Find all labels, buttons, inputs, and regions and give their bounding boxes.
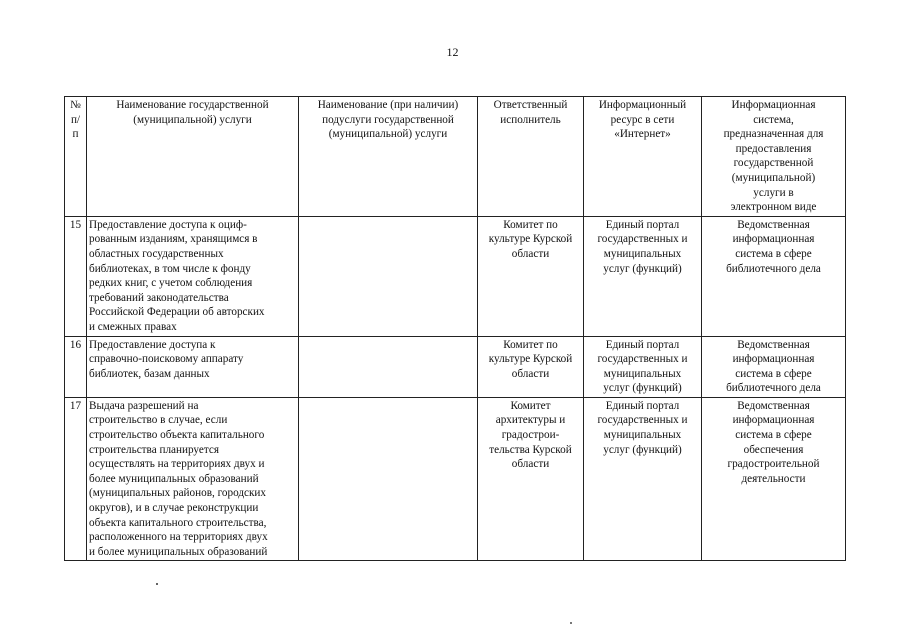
resource-cell: Единый портал государственных и муниципальных услуг (функций): [584, 216, 702, 336]
subservice-cell: [299, 216, 478, 336]
row-number: 17: [65, 397, 87, 561]
executor-cell: Комитет по культуре Курской области: [478, 336, 584, 397]
header-service-name: Наименование государственной (муниципальной) услуги: [87, 97, 299, 217]
scan-speck: [570, 622, 572, 624]
system-cell: Ведомственная информационная система в сфере библиотечного дела: [702, 216, 846, 336]
header-internet-resource: Информационный ресурс в сети «Интернет»: [584, 97, 702, 217]
table-row: [65, 397, 846, 561]
service-name-cell: Предоставление доступа к справочно-поисковому аппарату библиотек, базам данных: [87, 336, 299, 397]
table-row: [65, 216, 846, 336]
row-number: 15: [65, 216, 87, 336]
service-name-cell: Выдача разрешений на строительство в случае, если строительство объекта капитального строительства планируется осуществлять на территориях двух и более муниципальных образований (муниципальных районов, городских округов), и в случае реконструкции объекта капитального строительства, расположенного на территориях двух и более муниципальных образований: [87, 397, 299, 561]
scan-speck: [156, 583, 158, 585]
subservice-cell: [299, 336, 478, 397]
services-table: [64, 96, 846, 561]
header-information-system: Информационная система, предназначенная для предоставления государственной (муниципальной) услуги в электронном виде: [702, 97, 846, 217]
table-row: [65, 336, 846, 397]
row-number: 16: [65, 336, 87, 397]
subservice-cell: [299, 397, 478, 561]
resource-cell: Единый портал государственных и муниципальных услуг (функций): [584, 336, 702, 397]
header-subservice-name: Наименование (при наличии) подуслуги государственной (муниципальной) услуги: [299, 97, 478, 217]
system-cell: Ведомственная информационная система в сфере обеспечения градостроительной деятельности: [702, 397, 846, 561]
executor-cell: Комитет по культуре Курской области: [478, 216, 584, 336]
service-name-cell: Предоставление доступа к оциф- рованным изданиям, хранящимся в областных государственных библиотеках, в том числе к фонду редких книг, с учетом соблюдения требований законодательства Российской Федерации об авторских и смежных правах: [87, 216, 299, 336]
table-header-row: [65, 97, 846, 217]
header-num: № п/п: [65, 97, 87, 217]
system-cell: Ведомственная информационная система в сфере библиотечного дела: [702, 336, 846, 397]
page-number: 12: [446, 45, 459, 59]
executor-cell: Комитет архитектуры и градострои- тельства Курской области: [478, 397, 584, 561]
header-executor: Ответственный исполнитель: [478, 97, 584, 217]
resource-cell: Единый портал государственных и муниципальных услуг (функций): [584, 397, 702, 561]
